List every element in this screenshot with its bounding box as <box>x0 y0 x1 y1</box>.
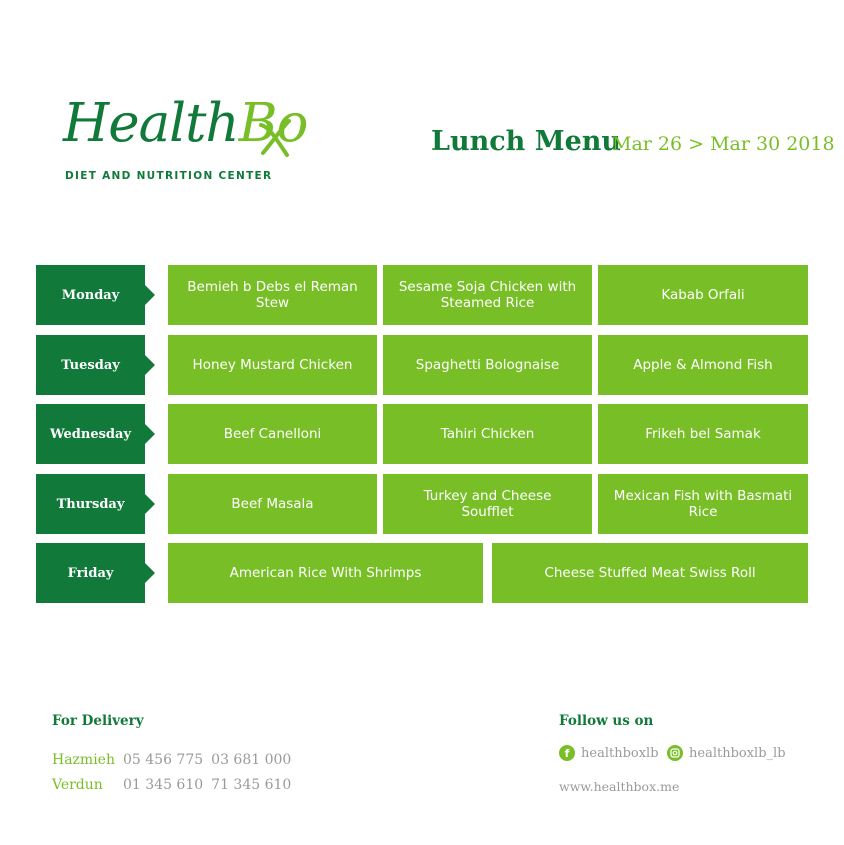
dish-cell: Sesame Soja Chicken with Steamed Rice <box>383 265 592 325</box>
day-label <box>36 404 145 464</box>
logo-word-health: Health <box>63 93 239 154</box>
dish-cell: Honey Mustard Chicken <box>168 335 377 395</box>
dish-cell: Beef Masala <box>168 474 377 534</box>
day-label <box>36 474 145 534</box>
social-facebook[interactable] <box>559 745 659 761</box>
dish-cell: Cheese Stuffed Meat Swiss Roll <box>492 543 808 603</box>
dish-cell: American Rice With Shrimps <box>168 543 483 603</box>
brand-logo <box>63 93 308 188</box>
dish-cell: Apple & Almond Fish <box>598 335 808 395</box>
day-label <box>36 335 145 395</box>
delivery-location-hazmieh <box>52 752 299 768</box>
website-link[interactable]: www.healthbox.me <box>559 779 680 794</box>
day-label-text: Friday <box>67 565 114 581</box>
logo-x-mark-icon <box>259 115 293 161</box>
instagram-icon <box>667 745 683 761</box>
instagram-glyph <box>670 748 680 758</box>
social-instagram[interactable] <box>667 745 786 761</box>
facebook-icon: f <box>559 745 575 761</box>
day-label-text: Wednesday <box>49 426 131 442</box>
delivery-title: For Delivery <box>52 713 144 729</box>
arrow-right-icon <box>145 563 155 583</box>
follow-title: Follow us on <box>559 713 654 729</box>
menu-row-wednesday <box>36 404 808 464</box>
menu-date-range: Mar 26 > Mar 30 2018 <box>612 133 835 155</box>
facebook-handle: healthboxlb <box>581 745 659 761</box>
dish-cell: Frikeh bel Samak <box>598 404 808 464</box>
arrow-right-icon <box>145 285 155 305</box>
menu-row-friday <box>36 543 808 603</box>
dish-cell: Mexican Fish with Basmati Rice <box>598 474 808 534</box>
phone-number: 03 681 000 <box>211 752 292 768</box>
dish-cell: Tahiri Chicken <box>383 404 592 464</box>
day-label <box>36 543 145 603</box>
arrow-right-icon <box>145 355 155 375</box>
dish-cell: Bemieh b Debs el Reman Stew <box>168 265 377 325</box>
logo-word-box: Bo <box>238 93 308 154</box>
menu-row-monday <box>36 265 808 325</box>
logo-tagline: DIET AND NUTRITION CENTER <box>65 170 273 182</box>
dish-cell: Spaghetti Bolognaise <box>383 335 592 395</box>
phone-number: 05 456 775 <box>123 752 204 768</box>
day-label <box>36 265 145 325</box>
menu-title: Lunch Menu <box>431 126 622 157</box>
dish-cell: Turkey and Cheese Soufflet <box>383 474 592 534</box>
menu-row-tuesday <box>36 335 808 395</box>
day-label-text: Tuesday <box>61 357 120 373</box>
menu-row-thursday <box>36 474 808 534</box>
phone-number: 01 345 610 <box>123 777 204 793</box>
arrow-right-icon <box>145 424 155 444</box>
location-name: Verdun <box>52 777 103 793</box>
dish-cell: Kabab Orfali <box>598 265 808 325</box>
location-name: Hazmieh <box>52 752 115 768</box>
instagram-handle: healthboxlb_lb <box>689 745 786 761</box>
day-label-text: Monday <box>61 287 120 303</box>
day-label-text: Thursday <box>56 496 125 512</box>
delivery-location-verdun <box>52 777 299 793</box>
arrow-right-icon <box>145 494 155 514</box>
phone-number: 71 345 610 <box>211 777 292 793</box>
dish-cell: Beef Canelloni <box>168 404 377 464</box>
